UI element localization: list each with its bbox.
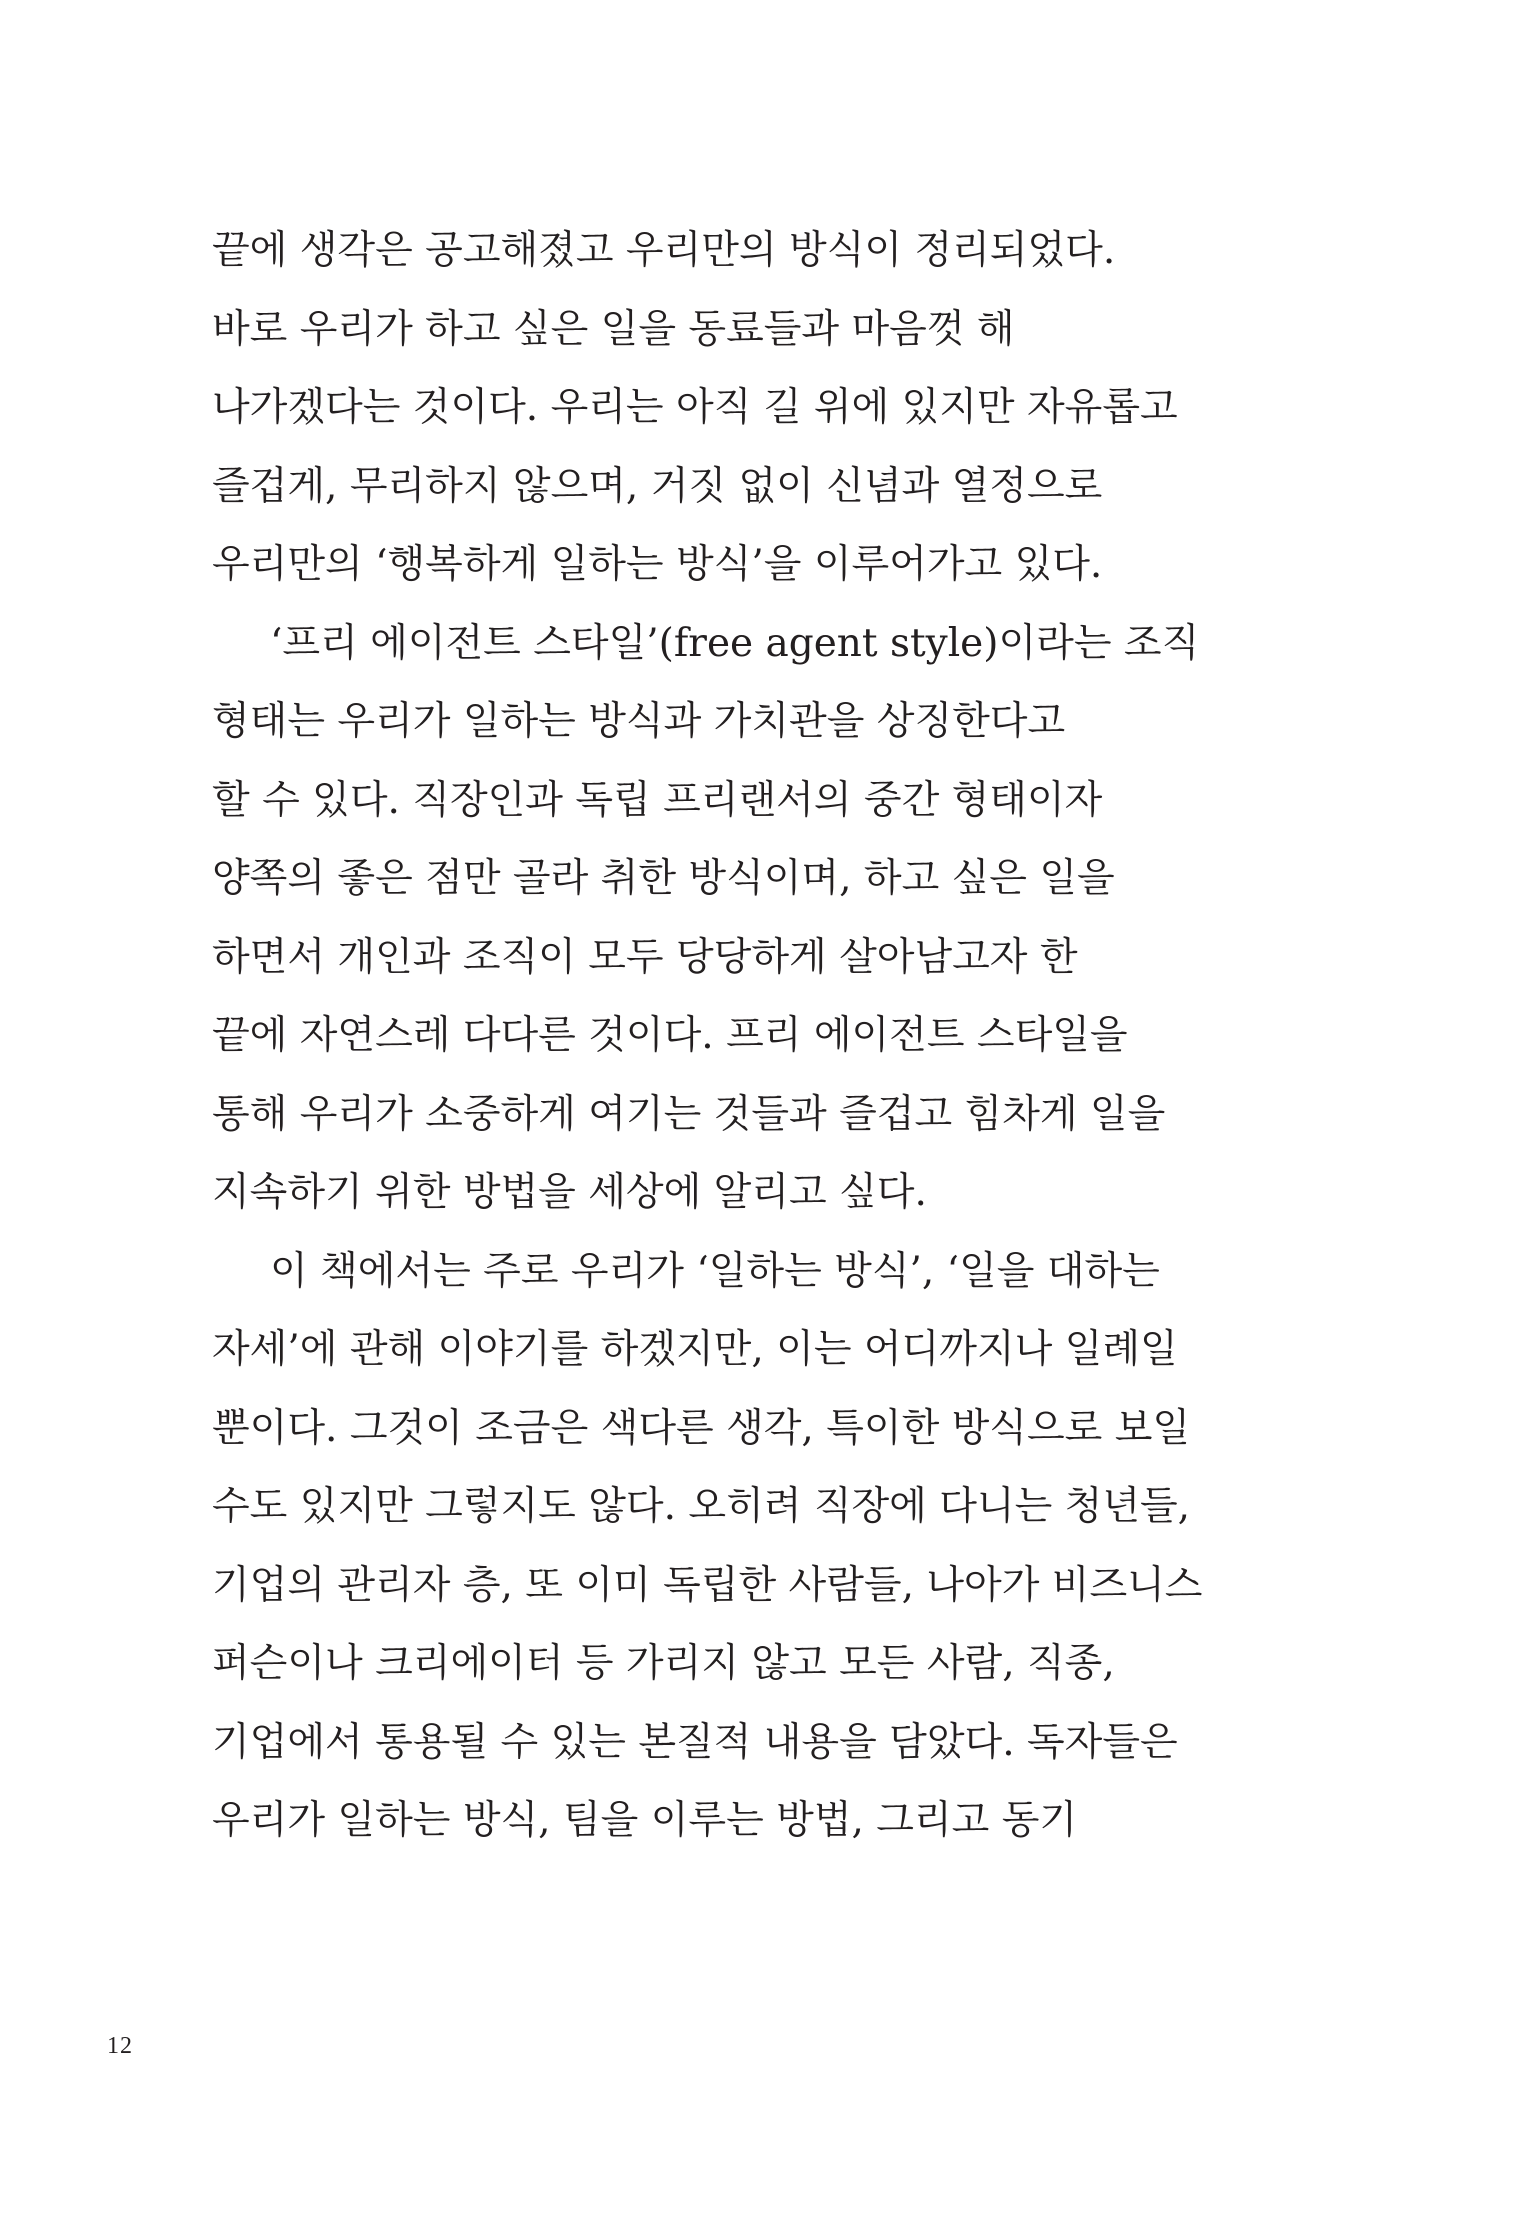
- text-line: 뿐이다. 그것이 조금은 색다른 생각, 특이한 방식으로 보일: [212, 1405, 1191, 1451]
- text-line: 통해 우리가 소중하게 여기는 것들과 즐겁고 힘차게 일을: [212, 1091, 1166, 1137]
- page-number: 12: [107, 2033, 133, 2059]
- text-line: 수도 있지만 그렇지도 않다. 오히려 직장에 다니는 청년들,: [212, 1484, 1191, 1529]
- text-line: 기업에서 통용될 수 있는 본질적 내용을 담았다. 독자들은: [212, 1719, 1178, 1765]
- text-line: 지속하기 위한 방법을 세상에 알리고 싶다.: [212, 1170, 927, 1215]
- text-line: 우리만의 ‘행복하게 일하는 방식’을 이루어가고 있다.: [212, 542, 1103, 587]
- text-line: 형태는 우리가 일하는 방식과 가치관을 상징한다고: [212, 699, 1066, 744]
- text-line: 기업의 관리자 층, 또 이미 독립한 사람들, 나아가 비즈니스: [212, 1562, 1203, 1608]
- text-line: 끝에 생각은 공고해졌고 우리만의 방식이 정리되었다.: [212, 228, 1116, 273]
- paragraph-start-line: ‘프리 에이전트 스타일’(free agent style)이라는 조직: [270, 620, 1200, 666]
- text-line: 우리가 일하는 방식, 팀을 이루는 방법, 그리고 동기: [212, 1798, 1078, 1843]
- body-text: [212, 212, 1312, 1861]
- text-line: 즐겁게, 무리하지 않으며, 거짓 없이 신념과 열정으로: [212, 463, 1103, 509]
- paragraph-start-line: 이 책에서는 주로 우리가 ‘일하는 방식’, ‘일을 대하는: [270, 1248, 1160, 1294]
- text-line: 끝에 자연스레 다다른 것이다. 프리 에이전트 스타일을: [212, 1013, 1128, 1058]
- text-line: 바로 우리가 하고 싶은 일을 동료들과 마음껏 해: [212, 306, 1015, 352]
- text-line: 할 수 있다. 직장인과 독립 프리랜서의 중간 형태이자: [212, 777, 1103, 823]
- text-line: 양쪽의 좋은 점만 골라 취한 방식이며, 하고 싶은 일을: [212, 856, 1115, 901]
- text-line: 자세’에 관해 이야기를 하겠지만, 이는 어디까지나 일례일: [212, 1327, 1178, 1372]
- text-line: 나가겠다는 것이다. 우리는 아직 길 위에 있지만 자유롭고: [212, 385, 1178, 430]
- text-line: 퍼슨이나 크리에이터 등 가리지 않고 모든 사람, 직종,: [212, 1641, 1115, 1686]
- text-line: 하면서 개인과 조직이 모두 당당하게 살아남고자 한: [212, 934, 1078, 980]
